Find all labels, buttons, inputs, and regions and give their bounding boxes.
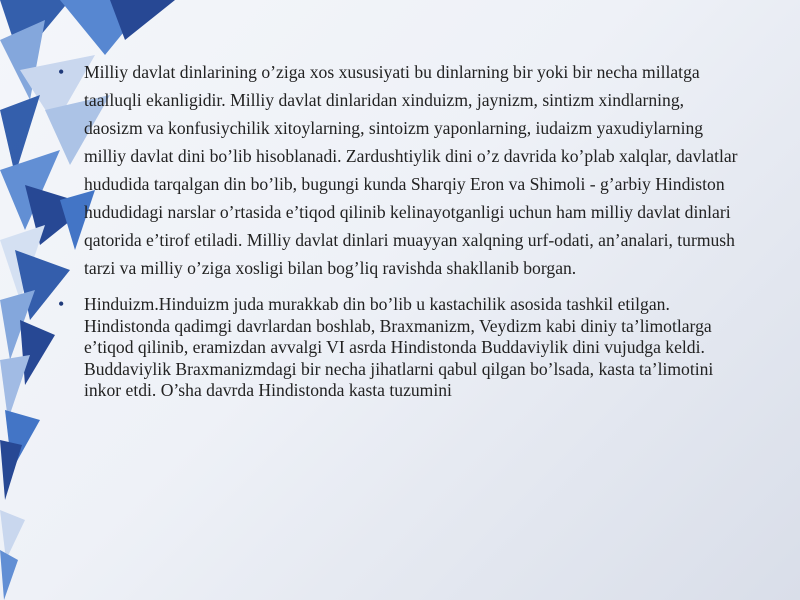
bullet-paragraph-2: • Hinduizm.Hinduizm juda murakkab din bo’lib u kastachilik asosida tashkil etilgan. Hindistonda qadimgi davrlardan boshlab, Braxmanizm, Veydizm kabi diniy ta’limotlarga e’tiqod qilinib, eramizdan avvalgi VI asrda Hindistonda Buddaviylik dini vujudga keldi. Buddaviylik Braxmanizmdagi bir necha jihatlarni qabul qilgan bo’lsada, kasta ta’limotini inkor etdi. O’sha davrda Hindistonda kasta tuzumini (58, 294, 738, 402)
slide-content (58, 58, 738, 402)
bullet-paragraph-1: • Milliy davlat dinlarining o’ziga xos xususiyati bu dinlarning bir yoki bir necha millatga taalluqli ekanligidir. Milliy davlat dinlaridan xinduizm, jaynizm, sintizm xindlarning, daosizm va konfusiychilik xitoylarning, sintoizm yaponlarning, iudaizm yaxudiylarning milliy davlat dini bo’lib hisoblanadi. Zardushtiylik dini o’z davrida ko’plab xalqlar, davlatlar hududida tarqalgan din bo’lib, bugungi kunda Sharqiy Eron va Shimoli - g’arbiy Hindiston hududidagi narslar o’rtasida e’tiqod qilinib kelinayotganligi uchun ham milliy davlat dinlari qatorida e’tirof etiladi. Milliy davlat dinlari muayyan xalqning urf-odati, an’analari, turmush tarzi va milliy o’ziga xosligi bilan bog’liq ravishda shakllanib borgan. (58, 58, 738, 282)
